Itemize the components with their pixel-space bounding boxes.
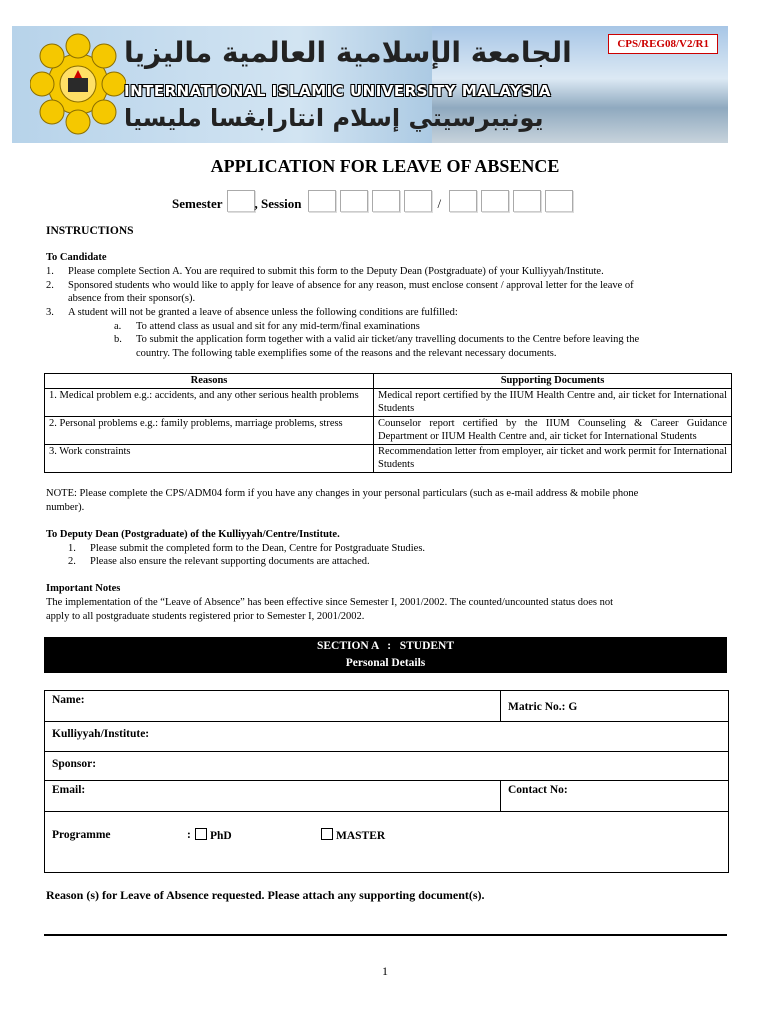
reason-cell: 1. Medical problem e.g.: accidents, and any other serious health problems <box>45 388 374 416</box>
email-row[interactable] <box>45 781 728 812</box>
deputy-text-2: Please also ensure the relevant supporting documents are attached. <box>90 556 370 567</box>
name-matric-divider <box>500 691 501 721</box>
phd-label: PhD <box>210 830 232 842</box>
university-name: INTERNATIONAL ISLAMIC UNIVERSITY MALAYSIA <box>124 82 552 100</box>
important-notes-line-2: apply to all postgraduate students registered prior to Semester I, 2001/2002. <box>46 611 365 622</box>
reasons-table <box>44 373 732 473</box>
iium-logo-icon <box>30 32 126 136</box>
form-code-badge: CPS/REG08/V2/R1 <box>608 34 718 54</box>
contact-label: Contact No: <box>508 784 568 796</box>
deputy-text-1: Please submit the completed form to the Dean, Centre for Postgraduate Studies. <box>90 543 426 554</box>
programme-row <box>45 812 728 872</box>
sponsor-label: Sponsor: <box>52 758 97 770</box>
sponsor-row[interactable] <box>45 752 728 781</box>
important-notes-line-1: The implementation of the “Leave of Absence” has been effective since Semester I, 2001/2002. The counted/uncounted status does not <box>46 597 614 608</box>
important-notes-heading: Important Notes <box>46 583 121 594</box>
table-row <box>45 416 732 444</box>
deputy-number-1: 1. <box>68 543 76 554</box>
deputy-heading: To Deputy Dean (Postgraduate) of the Kulliyyah/Centre/Institute. <box>46 529 340 540</box>
documents-column-header: Supporting Documents <box>374 374 732 389</box>
name-row[interactable] <box>45 691 728 722</box>
page-number: 1 <box>382 964 388 978</box>
kulliyyah-row[interactable] <box>45 722 728 752</box>
session-year-digit-4[interactable] <box>404 190 432 212</box>
deputy-number-2: 2. <box>68 556 76 567</box>
email-label: Email: <box>52 784 86 796</box>
session-year-digit-5[interactable] <box>449 190 477 212</box>
university-banner <box>12 26 728 143</box>
note-line-1: NOTE: Please complete the CPS/ADM04 form if you have any changes in your personal particulars (such as e-mail address & mobile phone <box>46 488 639 499</box>
instructions-heading: INSTRUCTIONS <box>46 225 134 237</box>
instruction-text-3: A student will not be granted a leave of absence unless the following conditions are fulfilled: <box>68 307 458 318</box>
matric-label: Matric No.: G <box>508 701 578 713</box>
session-year-digit-1[interactable] <box>308 190 336 212</box>
session-year-digit-2[interactable] <box>340 190 368 212</box>
phd-option[interactable] <box>195 828 232 842</box>
session-year-digit-8[interactable] <box>545 190 573 212</box>
session-year-digit-7[interactable] <box>513 190 541 212</box>
note-line-2: number). <box>46 502 85 513</box>
semester-session-row <box>172 188 577 212</box>
master-checkbox[interactable] <box>321 828 333 840</box>
section-subtitle: Personal Details <box>345 657 426 669</box>
condition-text-b-cont: country. The following table exemplifies some of the reasons and the relevant necessary documents. <box>136 348 557 359</box>
table-row <box>45 388 732 416</box>
reason-cell: 3. Work constraints <box>45 444 374 472</box>
document-cell: Counselor report certified by the IIUM Counseling & Career Guidance Department or IIUM Health Centre and, air ticket for International Students <box>374 416 732 444</box>
semester-label: Semester <box>172 196 223 211</box>
reasons-column-header: Reasons <box>45 374 374 389</box>
session-label: , Session <box>254 196 302 211</box>
table-header-row <box>45 374 732 389</box>
condition-letter-a: a. <box>114 321 122 332</box>
session-year-digit-6[interactable] <box>481 190 509 212</box>
personal-details-form <box>44 690 729 873</box>
section-a-header <box>44 637 727 673</box>
condition-letter-b: b. <box>114 334 122 345</box>
document-cell: Recommendation letter from employer, air ticket and work permit for International Students <box>374 444 732 472</box>
instruction-text-2-cont: absence from their sponsor(s). <box>68 293 196 304</box>
phd-checkbox[interactable] <box>195 828 207 840</box>
arabic-university-name: الجامعة الإسلامية العالمية ماليزيا <box>124 36 572 69</box>
document-cell: Medical report certified by the IIUM Health Centre and, air ticket for International Students <box>374 388 732 416</box>
instruction-number-1: 1. <box>46 266 54 277</box>
table-row <box>45 444 732 472</box>
jawi-university-name: يونيبرسيتي إسلام انتارابڠسا مليسيا <box>124 104 544 132</box>
kulliyyah-label: Kulliyyah/Institute: <box>52 728 150 740</box>
condition-text-b: To submit the application form together with a valid air ticket/any travelling documents to the Centre before leaving the <box>136 334 640 345</box>
instruction-number-2: 2. <box>46 280 54 291</box>
email-contact-divider <box>500 781 501 811</box>
semester-input-box[interactable] <box>227 190 255 212</box>
reason-cell: 2. Personal problems e.g.: family problems, marriage problems, stress <box>45 416 374 444</box>
section-title: SECTION A : STUDENT <box>316 640 455 652</box>
reason-heading: Reason (s) for Leave of Absence requested. Please attach any supporting document(s). <box>46 888 485 902</box>
master-label: MASTER <box>336 830 386 842</box>
to-candidate-heading: To Candidate <box>46 252 107 263</box>
instruction-number-3: 3. <box>46 307 54 318</box>
reason-input-line[interactable] <box>44 934 727 936</box>
session-year-digit-3[interactable] <box>372 190 400 212</box>
session-separator: / <box>437 196 442 211</box>
condition-text-a: To attend class as usual and sit for any mid-term/final examinations <box>136 321 420 332</box>
form-title: APPLICATION FOR LEAVE OF ABSENCE <box>210 156 560 176</box>
programme-colon: : <box>187 829 191 841</box>
instruction-text-1: Please complete Section A. You are required to submit this form to the Deputy Dean (Postgraduate) of your Kulliyyah/Institute. <box>68 266 604 277</box>
instruction-text-2: Sponsored students who would like to apply for leave of absence for any reason, must enclose consent / approval letter for the leave of <box>68 280 634 291</box>
programme-label: Programme <box>52 829 111 841</box>
name-label: Name: <box>52 694 85 706</box>
master-option[interactable] <box>321 828 385 842</box>
